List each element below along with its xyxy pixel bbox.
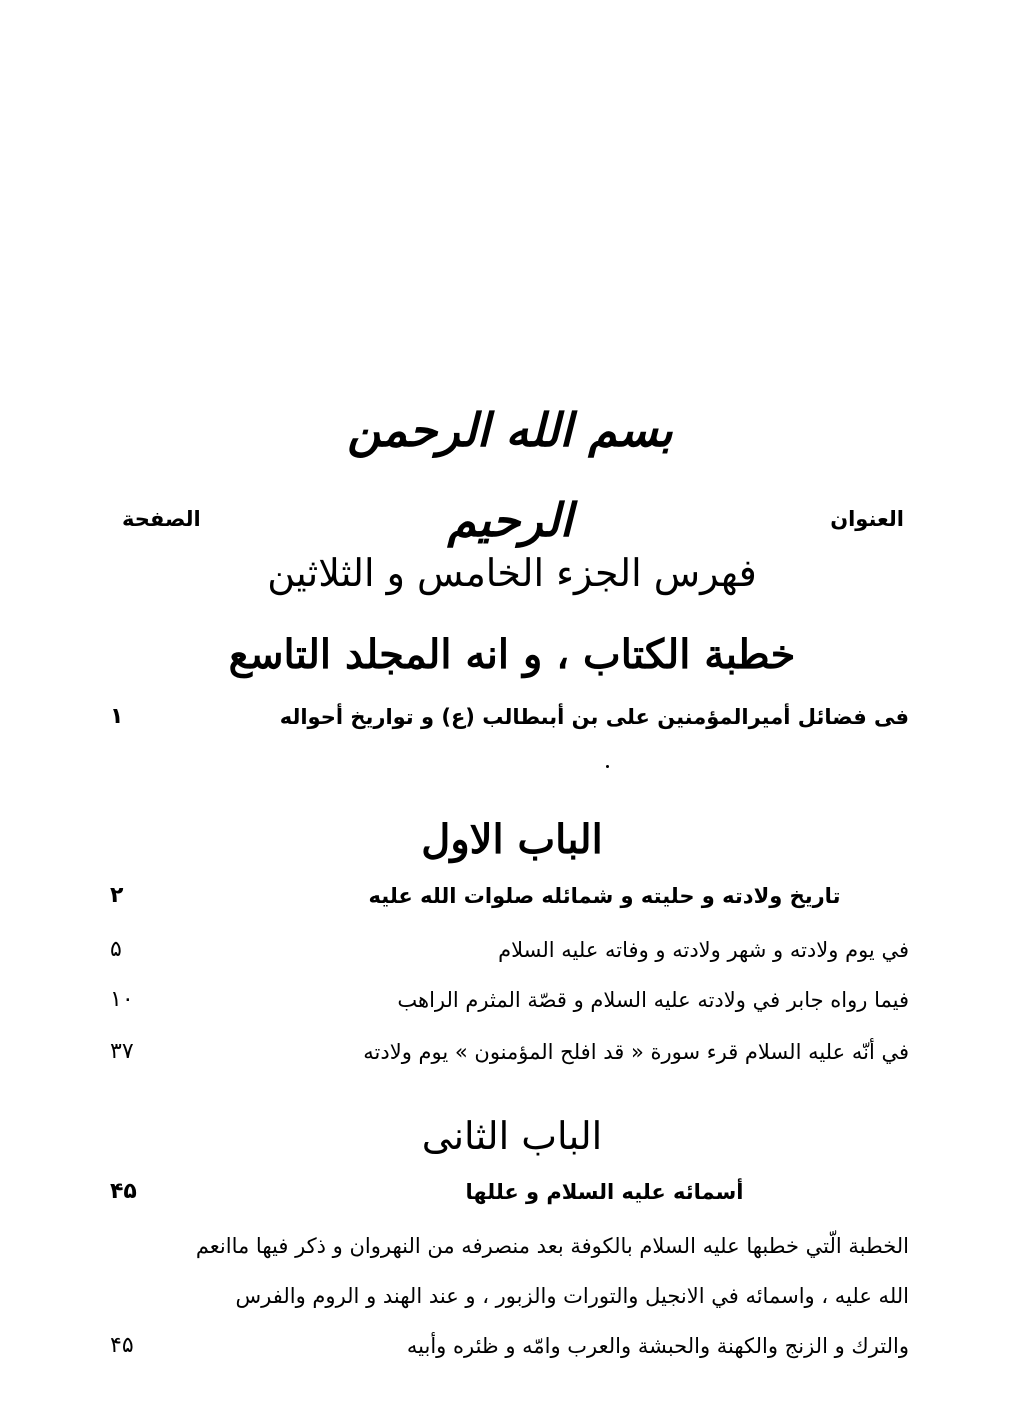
toc-row — [110, 1324, 909, 1368]
toc-page-number: ۲ — [110, 883, 124, 908]
sermon-title: خطبة الكتاب ، و انه المجلد التاسع — [228, 631, 796, 678]
chapter-2-title: الباب الثانى — [421, 1114, 603, 1158]
toc-row — [110, 978, 909, 1022]
toc-row-chapter1-heading — [110, 874, 909, 918]
title-column-header: العنوان — [830, 507, 904, 531]
toc-entry-text: أسمائه عليه السلام و عللها — [465, 1180, 744, 1204]
toc-entry-text: الله عليه ، واسمائه في الانجيل والتورات والزبور ، و عند الهند و الروم والفرس — [235, 1284, 909, 1308]
toc-row — [110, 1224, 909, 1268]
toc-entry-text: في يوم ولادته و شهر ولادته و وفاته عليه السلام — [498, 938, 909, 962]
stray-dot — [606, 765, 609, 768]
toc-row — [110, 1030, 909, 1074]
toc-page-number: ۴۵ — [110, 1333, 134, 1358]
toc-entry-text: تاريخ ولادته و حليته و شمائله صلوات الله عليه — [368, 884, 841, 908]
toc-entry-text: فى فضائل أميرالمؤمنين على بن أبىطالب (ع) و تواريخ أحواله — [279, 705, 909, 729]
toc-entry-text: في أنّه عليه السلام قرء سورة « قد افلح المؤمنون » يوم ولادته — [363, 1040, 909, 1064]
toc-entry-text: والترك و الزنج والكهنة والحبشة والعرب وامّه و ظئره وأبيه — [406, 1334, 909, 1358]
page-column-header: الصفحة — [122, 507, 201, 531]
index-title: فهرس الجزء الخامس و الثلاثين — [267, 551, 757, 595]
chapter-1-title: الباب الاول — [421, 816, 603, 863]
toc-page-number: ۱ — [110, 704, 124, 729]
toc-page-number: ۳۷ — [110, 1039, 134, 1064]
toc-page-number: ۱۰ — [110, 987, 134, 1012]
toc-row — [110, 928, 909, 972]
toc-entry-text: فيما رواه جابر في ولادته عليه السلام و قصّة المثرم الراهب — [397, 988, 909, 1012]
basmala-calligraphy: بسم الله الرحمن الرحيم — [347, 403, 673, 547]
toc-row-intro — [110, 695, 909, 739]
toc-page-number: ۵ — [110, 937, 122, 962]
toc-page-number: ۴۵ — [110, 1179, 137, 1204]
toc-row — [110, 1274, 909, 1318]
toc-entry-text: الخطبة الّتي خطبها عليه السلام بالكوفة بعد منصرفه من النهروان و ذكر فيها ماانعم — [195, 1234, 909, 1258]
toc-row-chapter2-heading — [110, 1170, 909, 1214]
